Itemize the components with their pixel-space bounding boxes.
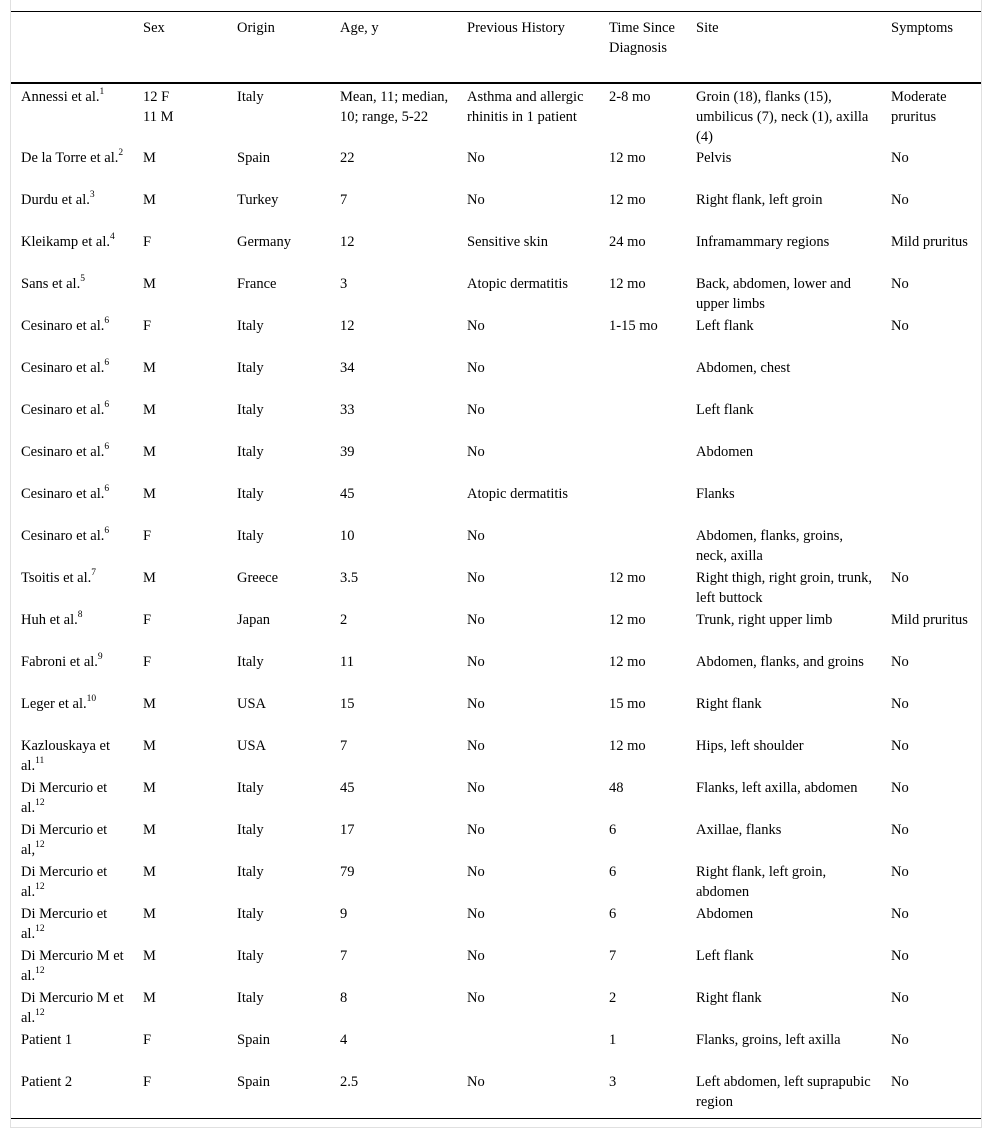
table-row bbox=[11, 483, 981, 525]
cell-author bbox=[11, 609, 133, 651]
cell-origin: Italy bbox=[237, 863, 264, 880]
reference-number: 12 bbox=[35, 1007, 45, 1018]
cell-time bbox=[599, 357, 686, 399]
table-row bbox=[11, 525, 981, 567]
cell-history: No bbox=[467, 527, 485, 544]
cell-time bbox=[599, 399, 686, 441]
table-row bbox=[11, 777, 981, 819]
cell-symptoms bbox=[881, 525, 981, 567]
cell-symptoms: No bbox=[891, 317, 909, 334]
reference-number: 10 bbox=[86, 693, 97, 704]
author-name: Tsoitis et al. bbox=[21, 569, 92, 586]
cell-site: Axillae, flanks bbox=[696, 821, 782, 838]
cell-history bbox=[457, 1029, 599, 1071]
author-name: Patient 1 bbox=[21, 1031, 73, 1048]
reference-number: 6 bbox=[104, 483, 110, 494]
cell-origin: Italy bbox=[237, 527, 264, 544]
cell-sex: M bbox=[143, 905, 156, 922]
cell-symptoms bbox=[881, 483, 981, 525]
cell-time bbox=[599, 441, 686, 483]
header-origin: Origin bbox=[237, 20, 275, 36]
cell-age: 10 bbox=[340, 527, 355, 544]
cell-author bbox=[11, 1071, 133, 1119]
table-header bbox=[11, 12, 981, 83]
cell-age: 8 bbox=[340, 989, 348, 1006]
reference-number: 6 bbox=[104, 315, 110, 326]
cell-author bbox=[11, 525, 133, 567]
cell-symptoms: No bbox=[891, 149, 909, 166]
cell-age: 45 bbox=[340, 485, 355, 502]
cell-history: No bbox=[467, 401, 485, 418]
header-row bbox=[11, 12, 981, 83]
cell-symptoms: Mild pruritus bbox=[891, 611, 968, 628]
reference-number: 9 bbox=[97, 651, 103, 662]
cell-age: 7 bbox=[340, 737, 348, 754]
cell-symptoms: No bbox=[891, 863, 909, 880]
cell-site: Right flank bbox=[696, 695, 762, 712]
cell-history: No bbox=[467, 359, 485, 376]
cell-age: 7 bbox=[340, 191, 348, 208]
cell-age: 2.5 bbox=[340, 1073, 359, 1090]
cell-origin: Spain bbox=[237, 1031, 271, 1048]
author-name: Di Mercurio M et al. bbox=[21, 947, 124, 984]
cell-sex: M bbox=[143, 737, 156, 754]
reference-number: 12 bbox=[35, 965, 45, 976]
cell-sex: 12 F 11 M bbox=[143, 88, 174, 125]
cell-author bbox=[11, 819, 133, 861]
cell-history: No bbox=[467, 863, 485, 880]
cell-origin: USA bbox=[237, 737, 267, 754]
author-name: Fabroni et al. bbox=[21, 653, 98, 670]
reference-number: 11 bbox=[35, 755, 45, 766]
cell-age: 15 bbox=[340, 695, 355, 712]
cell-symptoms: No bbox=[891, 275, 909, 292]
cell-author bbox=[11, 483, 133, 525]
cell-author bbox=[11, 231, 133, 273]
cell-author bbox=[11, 441, 133, 483]
cell-site: Right thigh, right groin, trunk, left buttock bbox=[696, 569, 873, 606]
cell-time: 7 bbox=[609, 947, 617, 964]
table-row bbox=[11, 1029, 981, 1071]
cell-site: Flanks bbox=[696, 485, 735, 502]
cell-sex: M bbox=[143, 569, 156, 586]
author-name: Cesinaro et al. bbox=[21, 317, 105, 334]
cell-site: Abdomen, flanks, groins, neck, axilla bbox=[696, 527, 843, 564]
cell-history: No bbox=[467, 149, 485, 166]
cell-site: Right flank, left groin, abdomen bbox=[696, 863, 827, 900]
cell-origin: Germany bbox=[237, 233, 291, 250]
cell-author bbox=[11, 987, 133, 1029]
cell-history: No bbox=[467, 989, 485, 1006]
cell-history: Atopic dermatitis bbox=[467, 485, 569, 502]
table-row bbox=[11, 945, 981, 987]
cell-author bbox=[11, 693, 133, 735]
cell-history: No bbox=[467, 317, 485, 334]
cell-age: 7 bbox=[340, 947, 348, 964]
cell-age: 12 bbox=[340, 233, 355, 250]
cell-author bbox=[11, 189, 133, 231]
cell-history: No bbox=[467, 947, 485, 964]
cell-sex: M bbox=[143, 779, 156, 796]
reference-number: 5 bbox=[80, 273, 85, 284]
cell-origin: Italy bbox=[237, 821, 264, 838]
cell-site: Left flank bbox=[696, 401, 754, 418]
cell-age: 2 bbox=[340, 611, 348, 628]
reference-number: 2 bbox=[118, 147, 124, 158]
cell-history: No bbox=[467, 1073, 485, 1090]
table-row bbox=[11, 987, 981, 1029]
table-row bbox=[11, 83, 981, 147]
cell-origin: Italy bbox=[237, 359, 264, 376]
cell-symptoms: No bbox=[891, 779, 909, 796]
author-name: Cesinaro et al. bbox=[21, 401, 105, 418]
cell-origin: Japan bbox=[237, 611, 271, 628]
header-author bbox=[11, 12, 133, 83]
cell-age: 11 bbox=[340, 653, 354, 670]
cell-author bbox=[11, 861, 133, 903]
cell-author bbox=[11, 1029, 133, 1071]
reference-number: 3 bbox=[89, 189, 95, 200]
cell-origin: Italy bbox=[237, 485, 264, 502]
cell-site: Abdomen bbox=[696, 443, 754, 460]
reference-number: 6 bbox=[104, 525, 110, 536]
cell-site: Right flank bbox=[696, 989, 762, 1006]
author-name: Kleikamp et al. bbox=[21, 233, 110, 250]
author-name: Patient 2 bbox=[21, 1073, 73, 1090]
table-row bbox=[11, 651, 981, 693]
cell-site: Abdomen, chest bbox=[696, 359, 791, 376]
cell-origin: France bbox=[237, 275, 277, 292]
table-row bbox=[11, 399, 981, 441]
cell-time bbox=[599, 525, 686, 567]
cell-history: No bbox=[467, 737, 485, 754]
header-sex: Sex bbox=[143, 20, 165, 36]
reference-number: 6 bbox=[104, 399, 110, 410]
table-body bbox=[11, 83, 981, 1119]
reference-number: 7 bbox=[91, 567, 97, 578]
header-site: Site bbox=[696, 20, 719, 36]
cell-origin: Greece bbox=[237, 569, 279, 586]
cell-author bbox=[11, 567, 133, 609]
cell-symptoms: Mild pruritus bbox=[891, 233, 968, 250]
cell-author bbox=[11, 315, 133, 357]
cell-site: Flanks, groins, left axilla bbox=[696, 1031, 841, 1048]
cell-site: Pelvis bbox=[696, 149, 732, 166]
cell-origin: Italy bbox=[237, 88, 264, 105]
header-time-since-diagnosis: Time Since Diagnosis bbox=[609, 20, 675, 56]
author-name: Di Mercurio et al. bbox=[21, 863, 108, 900]
author-name: Huh et al. bbox=[21, 611, 78, 628]
cell-origin: Italy bbox=[237, 443, 264, 460]
cell-site: Flanks, left axilla, abdomen bbox=[696, 779, 858, 796]
author-name: De la Torre et al. bbox=[21, 149, 119, 166]
cell-site: Right flank, left groin bbox=[696, 191, 823, 208]
cell-sex: M bbox=[143, 989, 156, 1006]
cell-symptoms: No bbox=[891, 569, 909, 586]
cell-age: Mean, 11; median, 10; range, 5-22 bbox=[340, 88, 449, 125]
cell-history: No bbox=[467, 611, 485, 628]
cell-time: 24 mo bbox=[609, 233, 646, 250]
cell-time: 1-15 mo bbox=[609, 317, 658, 334]
cell-time: 15 mo bbox=[609, 695, 646, 712]
cell-time: 12 mo bbox=[609, 191, 646, 208]
cell-history: Sensitive skin bbox=[467, 233, 548, 250]
cell-origin: Spain bbox=[237, 149, 271, 166]
cell-symptoms: No bbox=[891, 737, 909, 754]
table-row bbox=[11, 819, 981, 861]
reference-number: 8 bbox=[77, 609, 83, 620]
cell-sex: M bbox=[143, 401, 156, 418]
table-row bbox=[11, 189, 981, 231]
cell-history: Asthma and allergic rhinitis in 1 patient bbox=[467, 88, 584, 125]
cell-age: 45 bbox=[340, 779, 355, 796]
author-name: Sans et al. bbox=[21, 275, 81, 292]
cell-site: Groin (18), flanks (15), umbilicus (7), neck (1), axilla (4) bbox=[696, 88, 869, 145]
cell-history: Atopic dermatitis bbox=[467, 275, 569, 292]
reference-number: 6 bbox=[104, 357, 110, 368]
reference-number: 12 bbox=[35, 839, 45, 850]
cell-sex: F bbox=[143, 317, 152, 334]
header-previous-history: Previous History bbox=[467, 20, 565, 36]
cell-site: Inframammary regions bbox=[696, 233, 830, 250]
cell-symptoms: No bbox=[891, 821, 909, 838]
reference-number: 4 bbox=[109, 231, 115, 242]
cell-age: 17 bbox=[340, 821, 355, 838]
cell-history: No bbox=[467, 821, 485, 838]
cell-age: 12 bbox=[340, 317, 355, 334]
header-age: Age, y bbox=[340, 20, 379, 36]
cell-symptoms bbox=[881, 441, 981, 483]
cell-history: No bbox=[467, 695, 485, 712]
cell-site: Abdomen bbox=[696, 905, 754, 922]
cell-symptoms: No bbox=[891, 947, 909, 964]
cell-age: 39 bbox=[340, 443, 355, 460]
cell-author bbox=[11, 273, 133, 315]
cell-symptoms: No bbox=[891, 653, 909, 670]
author-name: Annessi et al. bbox=[21, 88, 100, 105]
cell-origin: Italy bbox=[237, 401, 264, 418]
author-name: Durdu et al. bbox=[21, 191, 90, 208]
cell-origin: Italy bbox=[237, 779, 264, 796]
cell-time: 12 mo bbox=[609, 611, 646, 628]
cell-site: Trunk, right upper limb bbox=[696, 611, 833, 628]
cell-author bbox=[11, 735, 133, 777]
cell-time: 12 mo bbox=[609, 569, 646, 586]
author-name: Di Mercurio et al. bbox=[21, 905, 108, 942]
table-row bbox=[11, 693, 981, 735]
cell-sex: M bbox=[143, 191, 156, 208]
cell-time: 6 bbox=[609, 821, 617, 838]
cell-origin: Italy bbox=[237, 905, 264, 922]
cell-symptoms: No bbox=[891, 989, 909, 1006]
cell-sex: F bbox=[143, 653, 152, 670]
table-row bbox=[11, 231, 981, 273]
cell-age: 3 bbox=[340, 275, 348, 292]
cell-sex: M bbox=[143, 947, 156, 964]
cell-time: 2 bbox=[609, 989, 617, 1006]
author-name: Cesinaro et al. bbox=[21, 443, 105, 460]
cell-symptoms bbox=[881, 357, 981, 399]
reference-number: 6 bbox=[104, 441, 110, 452]
author-name: Di Mercurio M et al. bbox=[21, 989, 124, 1026]
case-table bbox=[11, 11, 981, 1119]
cell-time: 12 mo bbox=[609, 275, 646, 292]
reference-number: 1 bbox=[99, 86, 105, 97]
cell-history: No bbox=[467, 653, 485, 670]
cell-history: No bbox=[467, 443, 485, 460]
cell-time: 1 bbox=[609, 1031, 617, 1048]
author-name: Kazlouskaya et al. bbox=[21, 737, 110, 774]
author-name: Cesinaro et al. bbox=[21, 359, 105, 376]
cell-origin: Spain bbox=[237, 1073, 271, 1090]
cell-history: No bbox=[467, 779, 485, 796]
cell-symptoms: No bbox=[891, 191, 909, 208]
cell-author bbox=[11, 83, 133, 147]
cell-time: 6 bbox=[609, 863, 617, 880]
cell-sex: M bbox=[143, 485, 156, 502]
cell-sex: M bbox=[143, 695, 156, 712]
table-row bbox=[11, 357, 981, 399]
table-row bbox=[11, 1071, 981, 1119]
cell-sex: M bbox=[143, 821, 156, 838]
cell-time: 12 mo bbox=[609, 653, 646, 670]
author-name: Cesinaro et al. bbox=[21, 527, 105, 544]
cell-symptoms: No bbox=[891, 905, 909, 922]
cell-author bbox=[11, 777, 133, 819]
cell-site: Left abdomen, left suprapubic region bbox=[696, 1073, 871, 1110]
cell-sex: M bbox=[143, 275, 156, 292]
cell-time: 48 bbox=[609, 779, 624, 796]
cell-site: Left flank bbox=[696, 317, 754, 334]
cell-sex: F bbox=[143, 611, 152, 628]
cell-origin: Italy bbox=[237, 653, 264, 670]
author-name: Cesinaro et al. bbox=[21, 485, 105, 502]
cell-time bbox=[599, 483, 686, 525]
cell-sex: M bbox=[143, 359, 156, 376]
cell-age: 9 bbox=[340, 905, 348, 922]
cell-origin: Italy bbox=[237, 989, 264, 1006]
cell-sex: M bbox=[143, 443, 156, 460]
cell-history: No bbox=[467, 569, 485, 586]
table-row bbox=[11, 315, 981, 357]
cell-site: Back, abdomen, lower and upper limbs bbox=[696, 275, 852, 312]
cell-history: No bbox=[467, 905, 485, 922]
cell-author bbox=[11, 147, 133, 189]
table-row bbox=[11, 861, 981, 903]
table-row bbox=[11, 903, 981, 945]
cell-sex: F bbox=[143, 527, 152, 544]
cell-author bbox=[11, 903, 133, 945]
cell-sex: M bbox=[143, 149, 156, 166]
table-row bbox=[11, 567, 981, 609]
table-row bbox=[11, 273, 981, 315]
cell-origin: USA bbox=[237, 695, 267, 712]
cell-age: 4 bbox=[340, 1031, 348, 1048]
cell-sex: F bbox=[143, 1073, 152, 1090]
cell-sex: M bbox=[143, 863, 156, 880]
reference-number: 12 bbox=[35, 923, 45, 934]
cell-author bbox=[11, 651, 133, 693]
cell-age: 79 bbox=[340, 863, 355, 880]
cell-symptoms: No bbox=[891, 695, 909, 712]
cell-origin: Italy bbox=[237, 317, 264, 334]
author-name: Leger et al. bbox=[21, 695, 87, 712]
author-name: Di Mercurio et al. bbox=[21, 779, 108, 816]
table-row bbox=[11, 441, 981, 483]
cell-symptoms: Moderate pruritus bbox=[891, 88, 947, 125]
cell-origin: Turkey bbox=[237, 191, 279, 208]
cell-time: 2-8 mo bbox=[609, 88, 651, 105]
cell-age: 34 bbox=[340, 359, 355, 376]
cell-site: Abdomen, flanks, and groins bbox=[696, 653, 864, 670]
table-row bbox=[11, 609, 981, 651]
cell-author bbox=[11, 945, 133, 987]
table-row bbox=[11, 735, 981, 777]
cell-time: 12 mo bbox=[609, 737, 646, 754]
cell-author bbox=[11, 399, 133, 441]
reference-number: 12 bbox=[35, 797, 45, 808]
author-name: Di Mercurio et al, bbox=[21, 821, 108, 858]
cell-time: 3 bbox=[609, 1073, 617, 1090]
cell-age: 22 bbox=[340, 149, 355, 166]
cell-age: 3.5 bbox=[340, 569, 359, 586]
cell-time: 12 mo bbox=[609, 149, 646, 166]
cell-symptoms: No bbox=[891, 1031, 909, 1048]
cell-site: Left flank bbox=[696, 947, 754, 964]
cell-sex: F bbox=[143, 1031, 152, 1048]
cell-site: Hips, left shoulder bbox=[696, 737, 804, 754]
cell-age: 33 bbox=[340, 401, 355, 418]
reference-number: 12 bbox=[35, 881, 45, 892]
table-row bbox=[11, 147, 981, 189]
cell-history: No bbox=[467, 191, 485, 208]
cell-symptoms: No bbox=[891, 1073, 909, 1090]
cell-origin: Italy bbox=[237, 947, 264, 964]
header-symptoms: Symptoms bbox=[891, 20, 954, 36]
cell-author bbox=[11, 357, 133, 399]
cell-sex: F bbox=[143, 233, 152, 250]
cell-time: 6 bbox=[609, 905, 617, 922]
cell-symptoms bbox=[881, 399, 981, 441]
